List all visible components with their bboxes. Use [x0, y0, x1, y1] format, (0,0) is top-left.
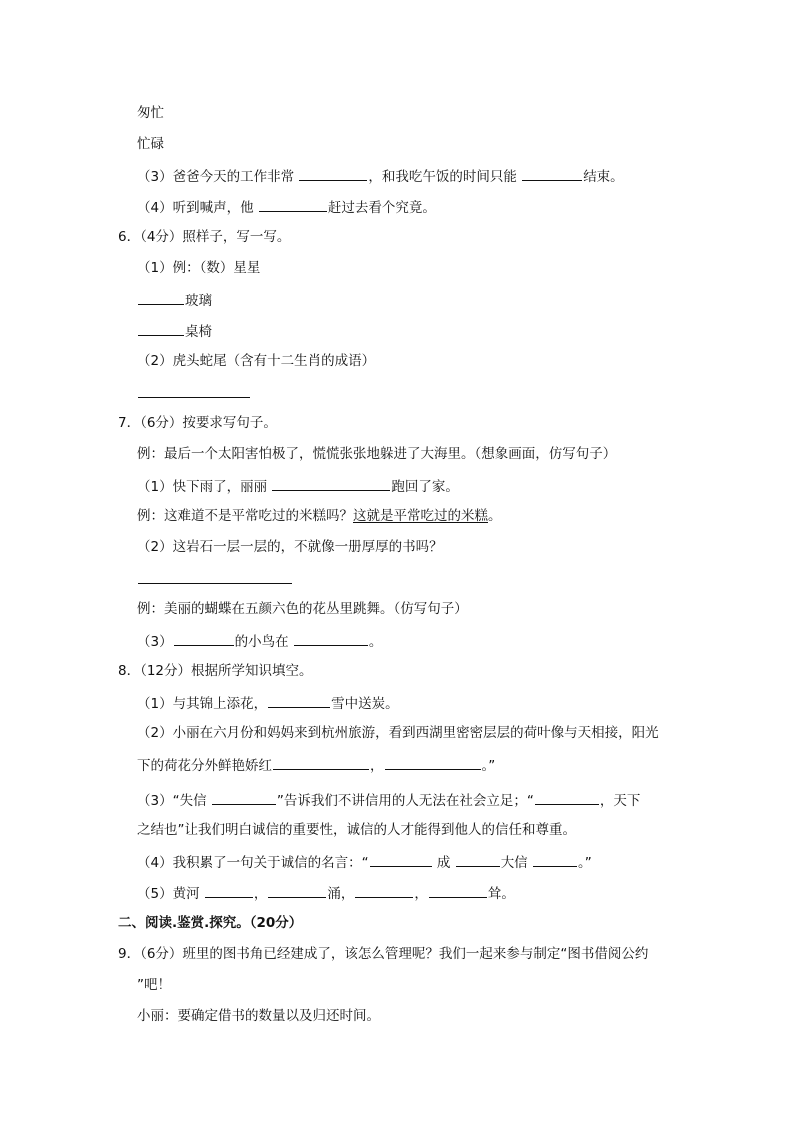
question-6-2: （2）虎头蛇尾（含有十二生肖的成语） — [137, 353, 376, 369]
question-6-1-item-1 — [137, 289, 212, 309]
answer-blank[interactable] — [138, 289, 184, 305]
answer-blank[interactable] — [385, 754, 481, 770]
question-7-example-1: 例：最后一个太阳害怕极了，慌慌张张地躲进了大海里。（想象画面，仿写句子） — [137, 446, 617, 462]
text: ”告诉我们不讲信用的人无法在社会立足；“ — [276, 793, 534, 809]
answer-blank[interactable] — [429, 882, 487, 898]
question-9-title: 9．（6分）班里的图书角已经建成了，该怎么管理呢？我们一起来参与制定“图书借阅公约 — [118, 946, 649, 962]
text: ， — [414, 886, 428, 902]
question-6-1-item-2 — [137, 320, 212, 340]
text: ， — [370, 758, 384, 774]
answer-blank[interactable] — [212, 789, 276, 805]
text: （5）黄河 — [137, 886, 204, 902]
text: 跑回了家。 — [391, 479, 459, 495]
answer-blank[interactable] — [522, 165, 582, 181]
text: ，天下 — [599, 793, 641, 809]
text: （4）听到喊声，他 — [137, 200, 258, 216]
text: 。” — [577, 855, 592, 871]
question-6-2-answer-line — [137, 382, 251, 402]
question-6-1-example: （1）例：（数）星星 — [137, 260, 261, 276]
answer-blank[interactable] — [456, 851, 500, 867]
question-8-3-continued: 之结也”让我们明白诚信的重要性，诚信的人才能得到他人的信任和尊重。 — [137, 822, 576, 838]
text: （3）爸爸今天的工作非常 — [137, 169, 299, 185]
text: 大信 — [500, 855, 532, 871]
answer-blank[interactable] — [535, 789, 599, 805]
text: 雪中送炭。 — [331, 696, 399, 712]
answer-blank[interactable] — [268, 882, 326, 898]
text: （4）我积累了一句关于诚信的名言：“ — [137, 855, 369, 871]
text: （3）“失信 — [137, 793, 211, 809]
question-5-3 — [137, 165, 624, 185]
answer-blank[interactable] — [138, 382, 250, 398]
text: 耸。 — [487, 886, 515, 902]
text: 例：这难道不是平常吃过的米糕吗？ — [137, 508, 353, 524]
answer-blank[interactable] — [138, 568, 292, 584]
question-9-title-continued: ”吧！ — [137, 977, 171, 993]
question-8-3 — [137, 789, 640, 809]
text: 下的荷花分外鲜艳娇红 — [137, 758, 272, 774]
text: 的小鸟在 — [234, 634, 293, 650]
text: 结束。 — [583, 169, 624, 185]
text: ，和我吃午饭的时间只能 — [368, 169, 522, 185]
answer-blank[interactable] — [205, 882, 253, 898]
question-8-2: （2）小丽在六月份和妈妈来到杭州旅游，看到西湖里密密层层的荷叶像与天相接，阳光 — [137, 725, 659, 741]
question-8-2-continued — [137, 754, 495, 774]
answer-blank[interactable] — [355, 882, 413, 898]
text: （3） — [137, 634, 173, 650]
question-7-3 — [137, 630, 382, 650]
question-8-title: 8．（12分）根据所学知识填空。 — [118, 663, 313, 679]
answer-blank[interactable] — [299, 165, 367, 181]
text: 玻璃 — [185, 293, 212, 309]
text: 。 — [488, 508, 502, 524]
text: 。 — [368, 634, 383, 650]
text: 涌， — [327, 886, 355, 902]
question-9-xiaoli: 小丽：要确定借书的数量以及归还时间。 — [137, 1008, 380, 1024]
question-5-4 — [137, 196, 436, 216]
text: 。” — [481, 758, 496, 774]
text: （1）快下雨了，丽丽 — [137, 479, 272, 495]
section-2-heading: 二、阅读.鉴赏.探究。（20分） — [118, 915, 303, 931]
question-7-title: 7．（6分）按要求写句子。 — [118, 415, 277, 431]
answer-blank[interactable] — [174, 630, 234, 646]
question-7-example-3: 例：美丽的蝴蝶在五颜六色的花丛里跳舞。（仿写句子） — [137, 601, 468, 617]
answer-blank[interactable] — [370, 851, 432, 867]
answer-blank[interactable] — [259, 196, 327, 212]
text: ， — [253, 886, 268, 902]
answer-blank[interactable] — [268, 692, 330, 708]
question-7-example-2 — [137, 506, 502, 526]
question-8-4 — [137, 851, 592, 871]
answer-blank[interactable] — [533, 851, 577, 867]
word-option-1: 匆忙 — [137, 105, 164, 121]
question-8-5 — [137, 882, 515, 902]
answer-blank[interactable] — [138, 320, 184, 336]
text: 成 — [432, 855, 455, 871]
text: （1）与其锦上添花， — [137, 696, 268, 712]
text: 赶过去看个究竟。 — [327, 200, 436, 216]
question-7-2: （2）这岩石一层一层的，不就像一册厚厚的书吗？ — [137, 539, 443, 555]
answer-blank[interactable] — [272, 475, 390, 491]
question-6-title: 6．（4分）照样子，写一写。 — [118, 229, 291, 245]
answer-blank[interactable] — [294, 630, 368, 646]
question-8-1 — [137, 692, 399, 712]
text: 桌椅 — [185, 324, 212, 340]
underlined-text: 这就是平常吃过的米糕 — [353, 508, 488, 524]
question-7-1 — [137, 475, 459, 495]
question-7-2-answer-line — [137, 568, 293, 588]
answer-blank[interactable] — [273, 754, 369, 770]
word-option-2: 忙碌 — [137, 136, 164, 152]
